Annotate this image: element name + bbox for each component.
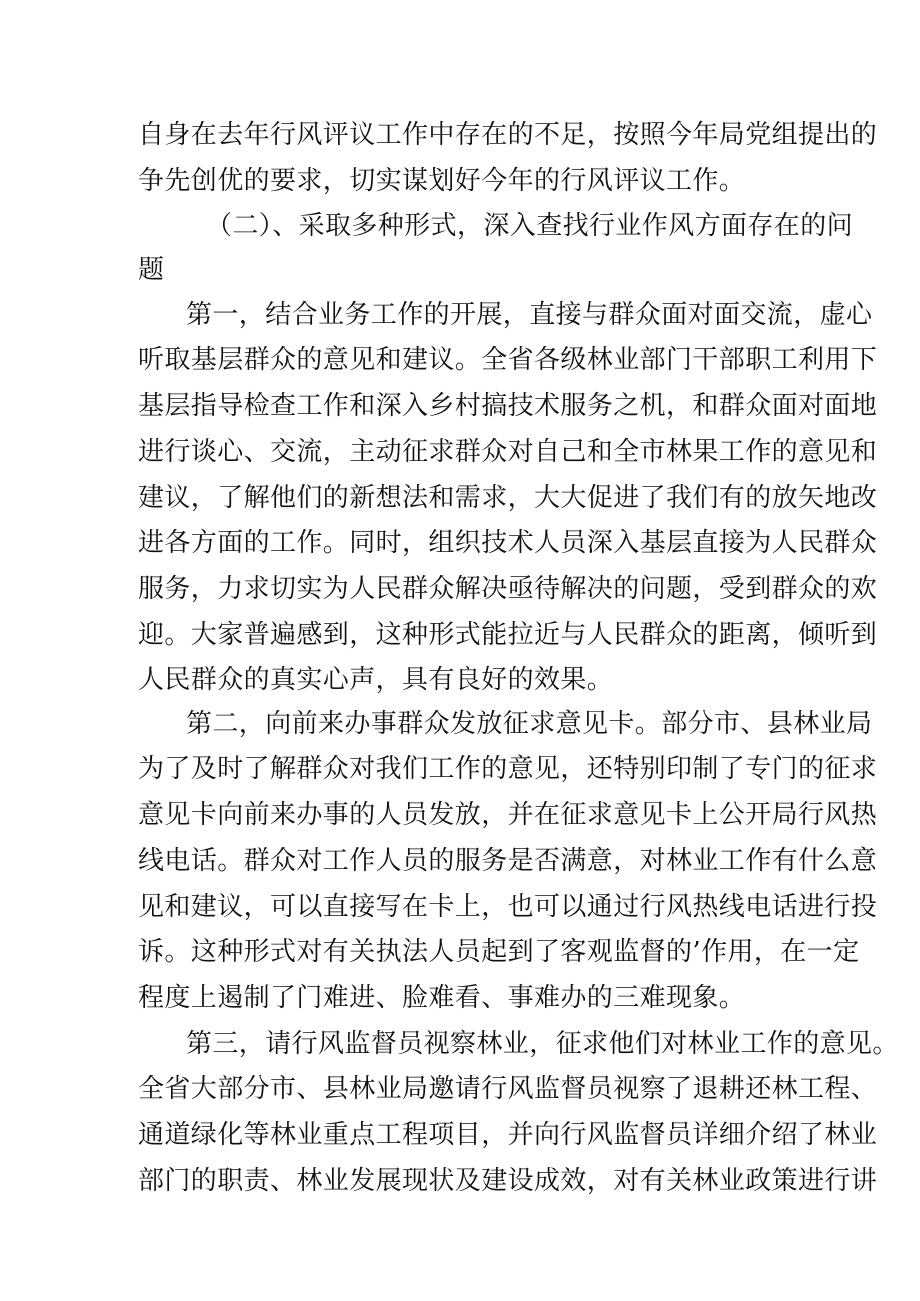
text-line: 进各方面的工作。同时，组织技术人员深入基层直接为人民群众 <box>138 528 878 558</box>
text-line: 线电话。群众对工作人员的服务是否满意，对林业工作有什么意 <box>138 846 878 876</box>
text-line: 进行谈心、交流，主动征求群众对自己和全市林果工作的意见和 <box>138 437 878 467</box>
text-line: 通道绿化等林业重点工程项目，并向行风监督员详细介绍了林业 <box>138 1120 878 1150</box>
section-heading: （二）、采取多种形式，深入查找行业作风方面存在的问 <box>206 211 854 241</box>
text-line: 人民群众的真实心声，具有良好的效果。 <box>138 665 614 695</box>
section-heading-continuation: 题 <box>138 255 165 285</box>
text-line: 基层指导检查工作和深入乡村搞技术服务之机，和群众面对面地 <box>138 391 878 421</box>
text-line: 服务，力求切实为人民群众解决亟待解决的问题，受到群众的欢 <box>138 574 878 604</box>
text-line: 诉。这种形式对有关执法人员起到了客观监督的’作用，在一定 <box>138 937 860 967</box>
text-line: 争先创优的要求，切实谋划好今年的行风评议工作。 <box>138 166 746 196</box>
text-line: 建议，了解他们的新想法和需求，大大促进了我们有的放矢地改 <box>138 483 878 513</box>
paragraph-first-line: 第一，结合业务工作的开展，直接与群众面对面交流，虚心 <box>186 300 873 330</box>
text-line: 部门的职责、林业发展现状及建设成效，对有关林业政策进行讲 <box>138 1166 878 1196</box>
paragraph-first-line: 第二，向前来办事群众发放征求意见卡。部分市、县林业局 <box>186 709 873 739</box>
paragraph-first-line: 第三，请行风监督员视察林业，征求他们对林业工作的意见。 <box>186 1029 899 1059</box>
text-line: 程度上遏制了门难进、脸难看、事难办的三难现象。 <box>138 983 746 1013</box>
text-line: 意见卡向前来办事的人员发放，并在征求意见卡上公开局行风热 <box>138 800 878 830</box>
text-line: 自身在去年行风评议工作中存在的不足，按照今年局党组提出的 <box>138 120 878 150</box>
text-line: 迎。大家普遍感到，这种形式能拉近与人民群众的距离，倾听到 <box>138 620 878 650</box>
text-line: 为了及时了解群众对我们工作的意见，还特别印制了专门的征求 <box>138 754 878 784</box>
text-line: 听取基层群众的意见和建议。全省各级林业部门干部职工利用下 <box>138 345 878 375</box>
text-line: 见和建议，可以直接写在卡上，也可以通过行风热线电话进行投 <box>138 892 878 922</box>
text-line: 全省大部分市、县林业局邀请行风监督员视察了退耕还林工程、 <box>138 1074 878 1104</box>
